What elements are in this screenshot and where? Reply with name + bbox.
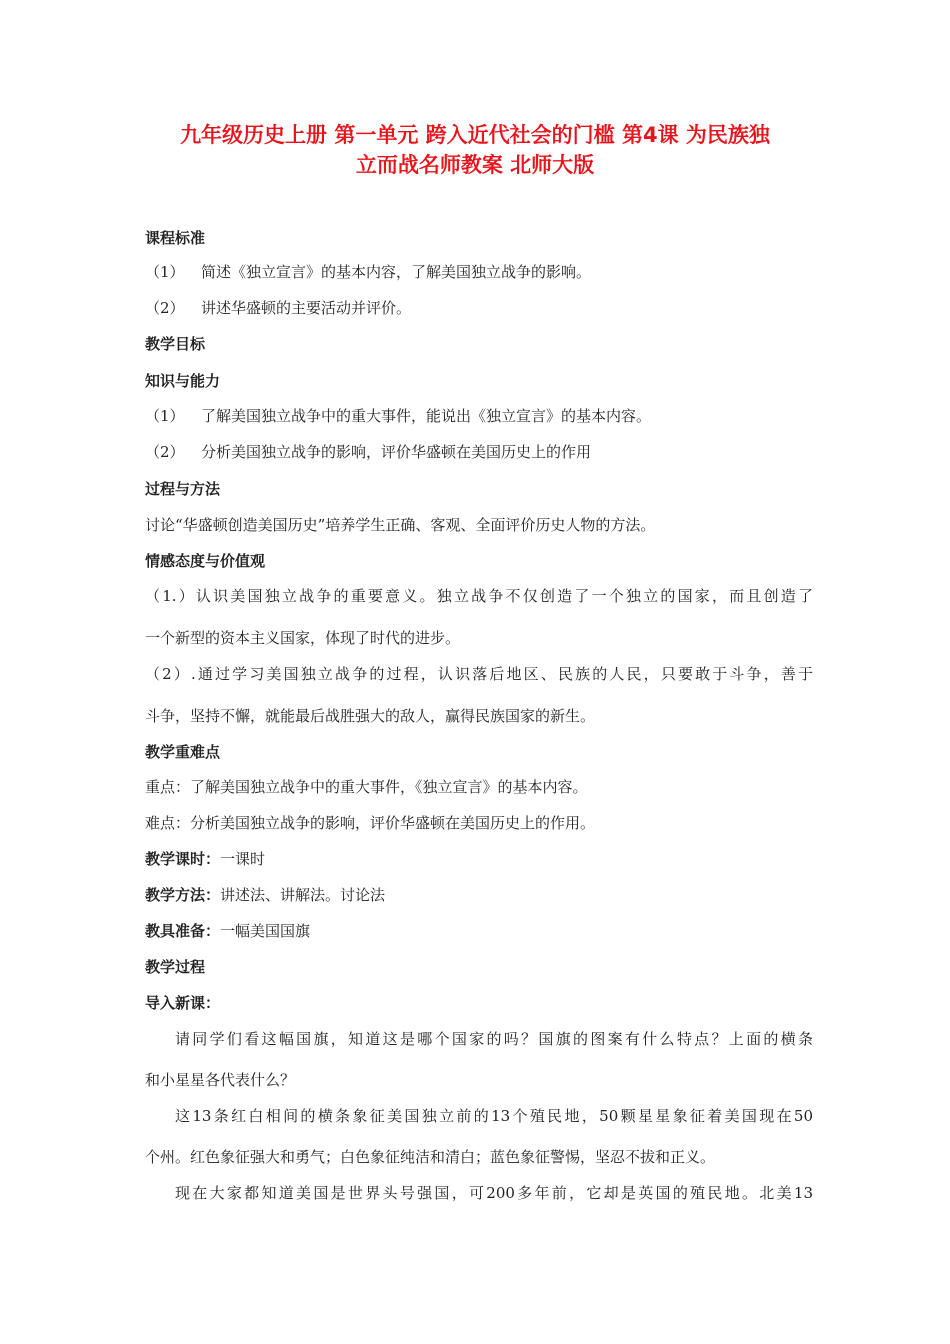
label: 教学方法：	[145, 886, 221, 904]
list-item	[145, 441, 813, 463]
paragraph-line: 现在大家都知道美国是世界头号强国，可200多年前，它却是英国的殖民地。北美13	[175, 1184, 813, 1202]
item-number: （2）	[145, 299, 185, 317]
label: 教学课时：	[145, 850, 221, 868]
heading-intro: 导入新课：	[145, 994, 221, 1012]
value: 讲述法、讲解法。讨论法	[220, 886, 386, 904]
item-number: （1）	[145, 407, 185, 425]
paragraph: 讨论“华盛顿创造美国历史”培养学生正确、客观、全面评价历史人物的方法。	[145, 516, 656, 534]
heading-teaching-process: 教学过程	[145, 958, 206, 976]
teaching-methods	[145, 884, 813, 906]
paragraph-line: 个州。红色象征强大和勇气；白色象征纯洁和清白；蓝色象征警惕，坚忍不拔和正义。	[145, 1148, 716, 1166]
paragraph-line: 和小星星各代表什么？	[145, 1071, 296, 1089]
heading-course-standard: 课程标准	[145, 229, 206, 247]
paragraph: 难点：分析美国独立战争的影响，评价华盛顿在美国历史上的作用。	[145, 814, 596, 832]
heading-process-method: 过程与方法	[145, 480, 221, 498]
paragraph-line: 一个新型的资本主义国家，体现了时代的进步。	[145, 629, 461, 647]
label: 教具准备：	[145, 922, 221, 940]
value: 一课时	[220, 850, 266, 868]
item-number: （1）	[145, 263, 185, 281]
heading-attitude-values: 情感态度与价值观	[145, 552, 266, 570]
item-text: 了解美国独立战争中的重大事件，能说出《独立宣言》的基本内容。	[201, 407, 652, 425]
class-hours	[145, 848, 813, 870]
paragraph-line: （1.）认识美国独立战争的重要意义。独立战争不仅创造了一个独立的国家，而且创造了	[145, 587, 813, 605]
paragraph-line: 这13条红白相间的横条象征美国独立前的13个殖民地，50颗星星象征着美国现在50	[175, 1107, 813, 1125]
title-line-2: 立而战名师教案 北师大版	[355, 153, 595, 177]
item-text: 简述《独立宣言》的基本内容，了解美国独立战争的影响。	[201, 263, 592, 281]
list-item	[145, 297, 813, 319]
document-title	[130, 120, 820, 180]
title-line-1: 九年级历史上册 第一单元 跨入近代社会的门槛 第4课 为民族独	[180, 123, 770, 147]
paragraph: 重点：了解美国独立战争中的重大事件，《独立宣言》的基本内容。	[145, 778, 588, 796]
heading-knowledge-ability: 知识与能力	[145, 372, 221, 390]
heading-teaching-goals: 教学目标	[145, 335, 206, 353]
list-item	[145, 405, 813, 427]
paragraph-line: 请同学们看这幅国旗，知道这是哪个国家的吗？国旗的图案有什么特点？上面的横条	[175, 1030, 813, 1048]
item-text: 分析美国独立战争的影响，评价华盛顿在美国历史上的作用	[201, 443, 592, 461]
teaching-tools	[145, 920, 813, 942]
paragraph-line: 斗争，坚持不懈，就能最后战胜强大的敌人，赢得民族国家的新生。	[145, 707, 596, 725]
value: 一幅美国国旗	[220, 922, 311, 940]
item-text: 讲述华盛顿的主要活动并评价。	[201, 299, 412, 317]
heading-key-points: 教学重难点	[145, 743, 221, 761]
paragraph-line: （2）.通过学习美国独立战争的过程，认识落后地区、民族的人民，只要敢于斗争，善于	[145, 665, 813, 683]
item-number: （2）	[145, 443, 185, 461]
list-item	[145, 261, 813, 283]
